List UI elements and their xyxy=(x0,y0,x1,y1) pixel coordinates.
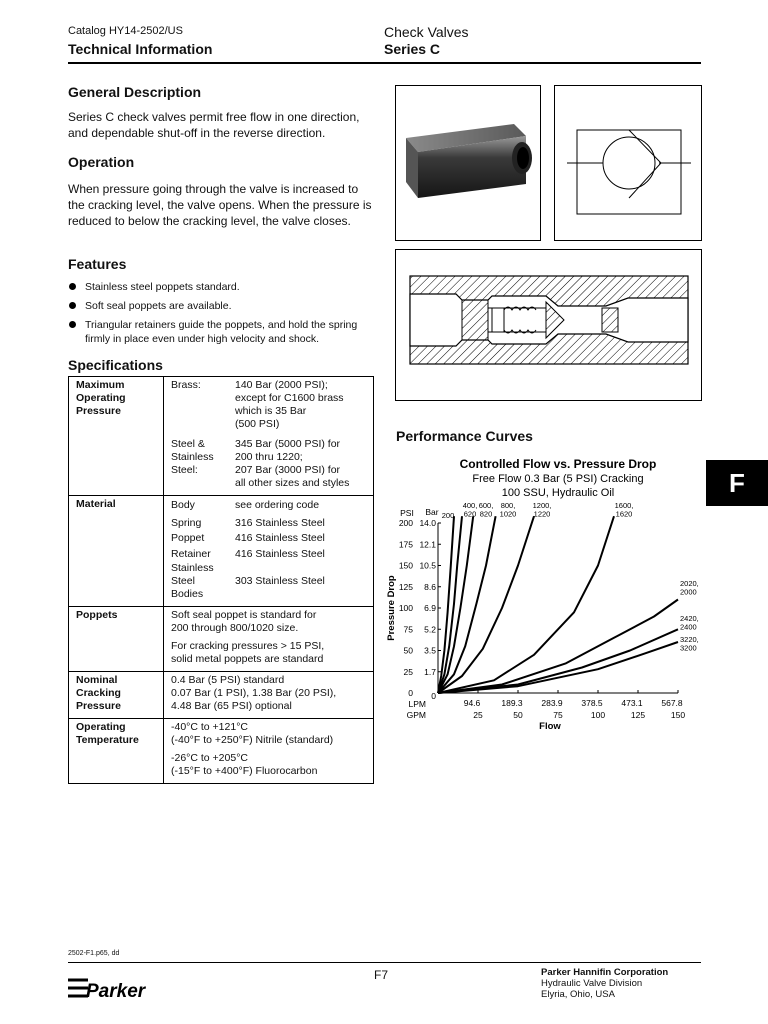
y-tick-psi: 50 xyxy=(403,645,413,656)
series-label-top: 600, 820 xyxy=(478,501,494,519)
series-label-top: 1200, 1220 xyxy=(532,501,552,519)
schematic-symbol-frame xyxy=(554,85,702,241)
spec-val: 303 Stainless Steel xyxy=(235,575,325,587)
x-tick-lpm: 473.1 xyxy=(621,698,643,708)
x-tick-gpm: 150 xyxy=(670,710,686,720)
spec-val: 140 Bar (2000 PSI); except for C1600 brass which is 35 Bar (500 PSI) xyxy=(235,379,344,430)
feature-item: Triangular retainers guide the poppets, and hold the spring firmly in place even under high velocity and shock. xyxy=(68,318,378,346)
valve-cross-section-drawing xyxy=(396,250,701,400)
y-tick-psi: 150 xyxy=(398,560,413,571)
feature-item: Soft seal poppets are available. xyxy=(68,299,378,313)
spec-value xyxy=(164,496,374,607)
chart-subtitle-2: 100 SSU, Hydraulic Oil xyxy=(501,487,615,499)
x-unit-gpm: GPM xyxy=(406,710,426,720)
specifications-heading: Specifications xyxy=(68,357,163,373)
x-tick-gpm: 100 xyxy=(590,710,606,720)
x-tick-lpm: 378.5 xyxy=(581,698,603,708)
spec-line: -26°C to +205°C (-15°F to +400°F) Fluorocarbon xyxy=(171,752,318,777)
series-label-right: 2020, 2000 xyxy=(680,579,699,597)
spec-val: 416 Stainless Steel xyxy=(235,532,325,544)
cross-section-frame xyxy=(395,249,702,401)
y-tick-bar: 6.9 xyxy=(424,603,436,613)
y-tick-psi: 75 xyxy=(403,624,413,635)
check-valve-photo xyxy=(396,86,540,240)
bullet-icon xyxy=(69,321,76,328)
spec-key: Body xyxy=(171,499,195,511)
parker-logo-icon xyxy=(68,968,154,1002)
x-axis-label: Flow xyxy=(539,721,561,732)
spec-key: Retainer xyxy=(171,547,211,560)
spec-key: Brass: xyxy=(171,379,201,391)
check-valve-symbol-icon xyxy=(555,86,701,240)
spec-val: see ordering code xyxy=(235,499,320,511)
catalog-number: Catalog HY14-2502/US xyxy=(68,25,183,37)
page-number: F7 xyxy=(374,968,389,982)
operation-text: When pressure going through the valve is increased to the cracking level, the valve opens. When the pressure is reduced to below the cracking level, the valve closes. xyxy=(68,182,372,228)
section-title: Technical Information xyxy=(68,41,213,57)
y-unit-psi: PSI xyxy=(400,508,414,518)
spec-key: Spring xyxy=(171,516,202,529)
spec-label: Material xyxy=(69,496,164,607)
y-tick-bar: 12.1 xyxy=(419,539,436,550)
y-tick-bar: 14.0 xyxy=(419,518,436,528)
x-unit-lpm: LPM xyxy=(408,699,426,709)
x-tick-lpm: 94.6 xyxy=(463,698,481,708)
product-type: Check Valves xyxy=(384,24,469,40)
x-tick-gpm: 25 xyxy=(473,710,483,720)
logo-wordmark: Parker xyxy=(86,981,146,1002)
y-axis-label: Pressure Drop xyxy=(386,575,397,641)
spec-line: -40°C to +121°C (-40°F to +250°F) Nitrile (standard) xyxy=(171,721,334,746)
file-code: 2502-F1.p65, dd xyxy=(68,950,120,957)
spec-value xyxy=(164,719,374,784)
spec-val: 345 Bar (5000 PSI) for 200 thru 1220; 207 Bar (3000 PSI) for all other sizes and styles xyxy=(235,438,350,489)
features-heading: Features xyxy=(68,256,127,272)
division-name: Hydraulic Valve Division xyxy=(541,978,643,989)
spec-val: 316 Stainless Steel xyxy=(235,516,325,529)
bullet-icon xyxy=(69,283,76,290)
company-location: Elyria, Ohio, USA xyxy=(541,989,615,1000)
x-tick-gpm: 50 xyxy=(513,710,523,720)
x-tick-lpm: 189.3 xyxy=(501,698,523,708)
y-tick-bar: 5.2 xyxy=(424,624,436,635)
valve-photo-frame xyxy=(395,85,541,241)
spec-line: Soft seal poppet is standard for 200 through 800/1020 size. xyxy=(171,609,317,634)
spec-label: Nominal Cracking Pressure xyxy=(69,672,164,719)
x-tick-lpm: 567.8 xyxy=(661,698,683,708)
spec-value xyxy=(164,607,374,672)
performance-curves-heading: Performance Curves xyxy=(396,428,533,444)
series-label-top: 200 xyxy=(441,511,455,520)
series-label-top: 1600, 1620 xyxy=(614,501,634,519)
y-tick-psi: 175 xyxy=(398,539,413,550)
x-tick-lpm: 283.9 xyxy=(541,698,563,708)
performance-chart xyxy=(380,452,710,737)
bullet-icon xyxy=(69,302,76,309)
spec-label: Maximum Operating Pressure xyxy=(69,377,164,496)
chart-title: Controlled Flow vs. Pressure Drop xyxy=(459,457,657,471)
spec-row-material xyxy=(69,496,374,607)
general-description-text: Series C check valves permit free flow in one direction, and dependable shut-off in the reverse direction. xyxy=(68,110,360,140)
x-tick-gpm: 75 xyxy=(553,710,563,720)
x-tick-gpm: 125 xyxy=(630,710,646,720)
series-label-top: 400, 620 xyxy=(462,501,478,519)
spec-label: Operating Temperature xyxy=(69,719,164,784)
spec-key: Stainless Steel Bodies xyxy=(171,562,214,600)
y-tick-bar: 8.6 xyxy=(424,581,436,592)
chart-subtitle: Free Flow 0.3 Bar (5 PSI) Cracking xyxy=(472,473,644,485)
spec-key: Poppet xyxy=(171,532,205,544)
spec-value xyxy=(164,377,374,496)
series-label-top: 800, 1020 xyxy=(499,501,517,519)
general-description-heading: General Description xyxy=(68,84,202,100)
features-list xyxy=(68,280,378,351)
y-tick-psi: 125 xyxy=(398,581,413,592)
company-name: Parker Hannifin Corporation xyxy=(541,967,669,978)
specifications-table xyxy=(68,376,374,784)
y-tick-bar: 1.7 xyxy=(424,666,436,677)
spec-row-cracking xyxy=(69,672,374,719)
parker-logo xyxy=(68,968,154,1002)
spec-key: Steel & Stainless Steel: xyxy=(171,438,214,476)
section-tab-f: F xyxy=(706,460,768,506)
spec-row-temperature xyxy=(69,719,374,784)
operation-heading: Operation xyxy=(68,154,135,170)
y-tick-psi: 200 xyxy=(398,518,413,528)
spec-line: For cracking pressures > 15 PSI, solid metal poppets are standard xyxy=(171,640,325,665)
spec-line: 0.4 Bar (5 PSI) standard 0.07 Bar (1 PSI), 1.38 Bar (20 PSI), 4.48 Bar (65 PSI) optional xyxy=(171,674,337,712)
feature-item: Stainless steel poppets standard. xyxy=(68,280,378,294)
spec-val: 416 Stainless Steel xyxy=(235,547,325,560)
y-tick-bar: 10.5 xyxy=(419,560,436,571)
y-tick-bar: 3.5 xyxy=(424,645,436,656)
spec-value xyxy=(164,672,374,719)
x-tick-lpm: 0 xyxy=(431,691,436,701)
spec-row-poppets xyxy=(69,607,374,672)
spec-label: Poppets xyxy=(69,607,164,672)
y-tick-psi: 25 xyxy=(403,666,413,677)
y-unit-bar: Bar xyxy=(425,507,439,517)
y-tick-psi: 100 xyxy=(398,603,413,613)
series-label-right: 3220, 3200 xyxy=(680,635,699,653)
header-rule xyxy=(68,62,701,64)
footer-rule xyxy=(68,962,701,963)
y-tick-psi: 0 xyxy=(408,688,413,698)
series-label-right: 2420, 2400 xyxy=(680,614,699,632)
spec-row-pressure xyxy=(69,377,374,496)
product-series: Series C xyxy=(384,41,441,57)
